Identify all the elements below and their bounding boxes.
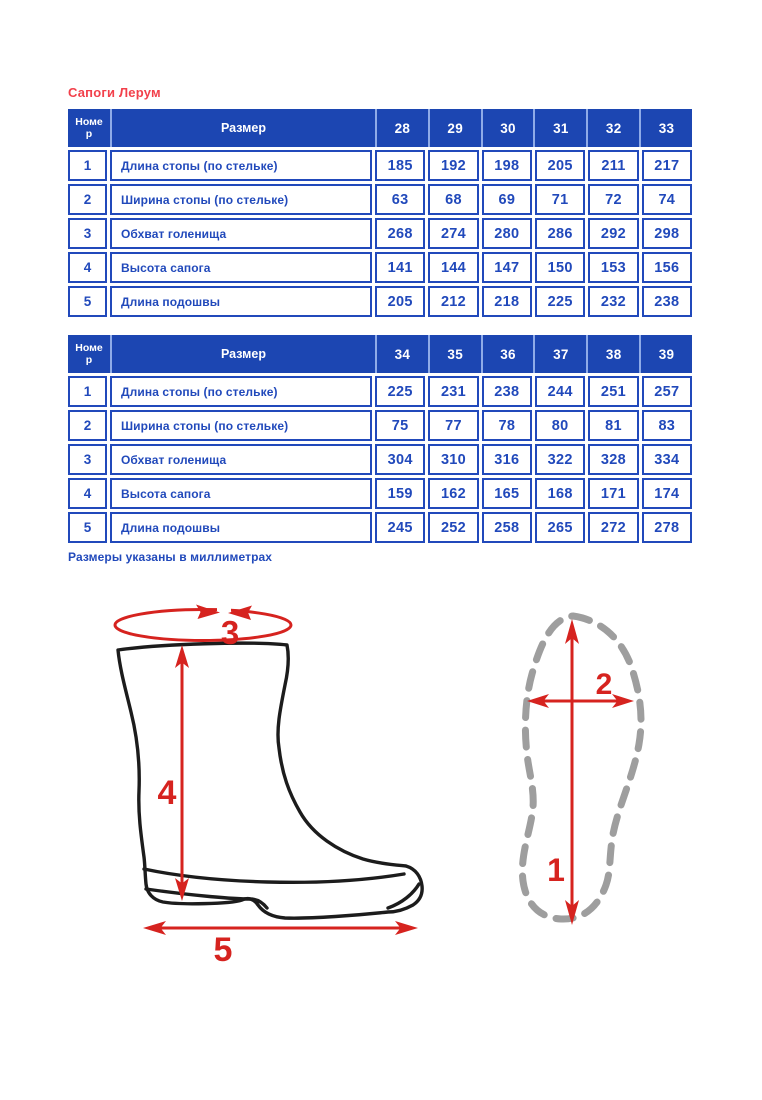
header-size-35: 35 bbox=[428, 335, 481, 373]
row-value: 144 bbox=[428, 252, 478, 283]
arrowhead-right-icon bbox=[196, 605, 220, 620]
row-value: 274 bbox=[428, 218, 478, 249]
sole-length-arrow bbox=[143, 921, 418, 969]
size-table-34-39 bbox=[68, 335, 692, 543]
row-value: 80 bbox=[535, 410, 585, 441]
row-value: 286 bbox=[535, 218, 585, 249]
header-size-36: 36 bbox=[481, 335, 534, 373]
row-value: 238 bbox=[482, 376, 532, 407]
row-label: Ширина стопы (по стельке) bbox=[110, 184, 372, 215]
row-number: 5 bbox=[68, 512, 107, 543]
header-size-39: 39 bbox=[639, 335, 692, 373]
row-value: 171 bbox=[588, 478, 638, 509]
header-size-label: Размер bbox=[110, 335, 375, 373]
row-value: 192 bbox=[428, 150, 478, 181]
row-value: 165 bbox=[482, 478, 532, 509]
row-value: 147 bbox=[482, 252, 532, 283]
row-number: 5 bbox=[68, 286, 107, 317]
row-value: 225 bbox=[535, 286, 585, 317]
row-value: 280 bbox=[482, 218, 532, 249]
table-row bbox=[68, 410, 692, 441]
row-value: 292 bbox=[588, 218, 638, 249]
table-row bbox=[68, 512, 692, 543]
row-number: 4 bbox=[68, 252, 107, 283]
row-value: 150 bbox=[535, 252, 585, 283]
row-value: 231 bbox=[428, 376, 478, 407]
row-value: 298 bbox=[642, 218, 692, 249]
boot-height-label: 4 bbox=[157, 774, 177, 812]
header-size-31: 31 bbox=[533, 109, 586, 147]
row-value: 63 bbox=[375, 184, 425, 215]
header-number-label: Номер bbox=[75, 115, 103, 140]
row-value: 257 bbox=[642, 376, 692, 407]
row-value: 71 bbox=[535, 184, 585, 215]
row-value: 278 bbox=[642, 512, 692, 543]
row-value: 310 bbox=[428, 444, 478, 475]
table-row bbox=[68, 218, 692, 249]
foot-length-arrow bbox=[547, 619, 579, 925]
table-row bbox=[68, 252, 692, 283]
row-value: 225 bbox=[375, 376, 425, 407]
table-row bbox=[68, 184, 692, 215]
row-number: 2 bbox=[68, 410, 107, 441]
foot-width-label: 2 bbox=[595, 668, 613, 701]
row-label: Длина стопы (по стельке) bbox=[110, 376, 372, 407]
row-value: 153 bbox=[588, 252, 638, 283]
row-label: Обхват голенища bbox=[110, 218, 372, 249]
row-number: 1 bbox=[68, 376, 107, 407]
row-value: 304 bbox=[375, 444, 425, 475]
row-value: 156 bbox=[642, 252, 692, 283]
size-table-28-33 bbox=[68, 109, 692, 317]
page-title: Сапоги Лерум bbox=[68, 85, 161, 100]
sole-length-label: 5 bbox=[213, 931, 233, 969]
row-value: 232 bbox=[588, 286, 638, 317]
row-number: 3 bbox=[68, 218, 107, 249]
row-value: 74 bbox=[642, 184, 692, 215]
table-body bbox=[68, 150, 692, 317]
table-row bbox=[68, 286, 692, 317]
header-size-34: 34 bbox=[375, 335, 428, 373]
header-number-label: Номер bbox=[75, 341, 103, 366]
header-size-32: 32 bbox=[586, 109, 639, 147]
row-number: 3 bbox=[68, 444, 107, 475]
table-row bbox=[68, 478, 692, 509]
row-value: 265 bbox=[535, 512, 585, 543]
row-value: 328 bbox=[588, 444, 638, 475]
row-value: 238 bbox=[642, 286, 692, 317]
row-value: 245 bbox=[375, 512, 425, 543]
row-value: 198 bbox=[482, 150, 532, 181]
units-note: Размеры указаны в миллиметрах bbox=[68, 550, 273, 564]
row-value: 258 bbox=[482, 512, 532, 543]
row-value: 68 bbox=[428, 184, 478, 215]
table-row bbox=[68, 444, 692, 475]
header-size-label: Размер bbox=[110, 109, 375, 147]
row-value: 77 bbox=[428, 410, 478, 441]
measurement-diagram bbox=[0, 588, 762, 998]
header-size-38: 38 bbox=[586, 335, 639, 373]
row-value: 334 bbox=[642, 444, 692, 475]
row-label: Длина подошвы bbox=[110, 512, 372, 543]
sole-illustration bbox=[522, 616, 641, 919]
row-value: 185 bbox=[375, 150, 425, 181]
row-value: 322 bbox=[535, 444, 585, 475]
row-value: 251 bbox=[588, 376, 638, 407]
row-label: Обхват голенища bbox=[110, 444, 372, 475]
table-row bbox=[68, 376, 692, 407]
row-value: 78 bbox=[482, 410, 532, 441]
row-value: 244 bbox=[535, 376, 585, 407]
row-label: Ширина стопы (по стельке) bbox=[110, 410, 372, 441]
row-value: 75 bbox=[375, 410, 425, 441]
row-number: 4 bbox=[68, 478, 107, 509]
header-size-37: 37 bbox=[533, 335, 586, 373]
row-value: 72 bbox=[588, 184, 638, 215]
table-body bbox=[68, 376, 692, 543]
row-value: 81 bbox=[588, 410, 638, 441]
row-value: 205 bbox=[535, 150, 585, 181]
row-value: 272 bbox=[588, 512, 638, 543]
header-size-29: 29 bbox=[428, 109, 481, 147]
row-number: 2 bbox=[68, 184, 107, 215]
header-size-30: 30 bbox=[481, 109, 534, 147]
row-value: 252 bbox=[428, 512, 478, 543]
row-value: 141 bbox=[375, 252, 425, 283]
row-value: 217 bbox=[642, 150, 692, 181]
row-value: 162 bbox=[428, 478, 478, 509]
foot-width-arrow bbox=[527, 668, 634, 708]
row-number: 1 bbox=[68, 150, 107, 181]
row-label: Высота сапога bbox=[110, 478, 372, 509]
row-value: 212 bbox=[428, 286, 478, 317]
foot-length-label: 1 bbox=[547, 852, 565, 888]
row-value: 159 bbox=[375, 478, 425, 509]
row-value: 218 bbox=[482, 286, 532, 317]
row-value: 168 bbox=[535, 478, 585, 509]
row-value: 268 bbox=[375, 218, 425, 249]
row-value: 316 bbox=[482, 444, 532, 475]
row-value: 69 bbox=[482, 184, 532, 215]
header-size-33: 33 bbox=[639, 109, 692, 147]
row-label: Высота сапога bbox=[110, 252, 372, 283]
table-header bbox=[68, 335, 692, 373]
row-value: 174 bbox=[642, 478, 692, 509]
row-value: 211 bbox=[588, 150, 638, 181]
table-row bbox=[68, 150, 692, 181]
sole-outline bbox=[522, 616, 641, 919]
row-label: Длина стопы (по стельке) bbox=[110, 150, 372, 181]
table-header bbox=[68, 109, 692, 147]
circumference-label: 3 bbox=[220, 614, 240, 651]
row-label: Длина подошвы bbox=[110, 286, 372, 317]
row-value: 83 bbox=[642, 410, 692, 441]
row-value: 205 bbox=[375, 286, 425, 317]
header-size-28: 28 bbox=[375, 109, 428, 147]
